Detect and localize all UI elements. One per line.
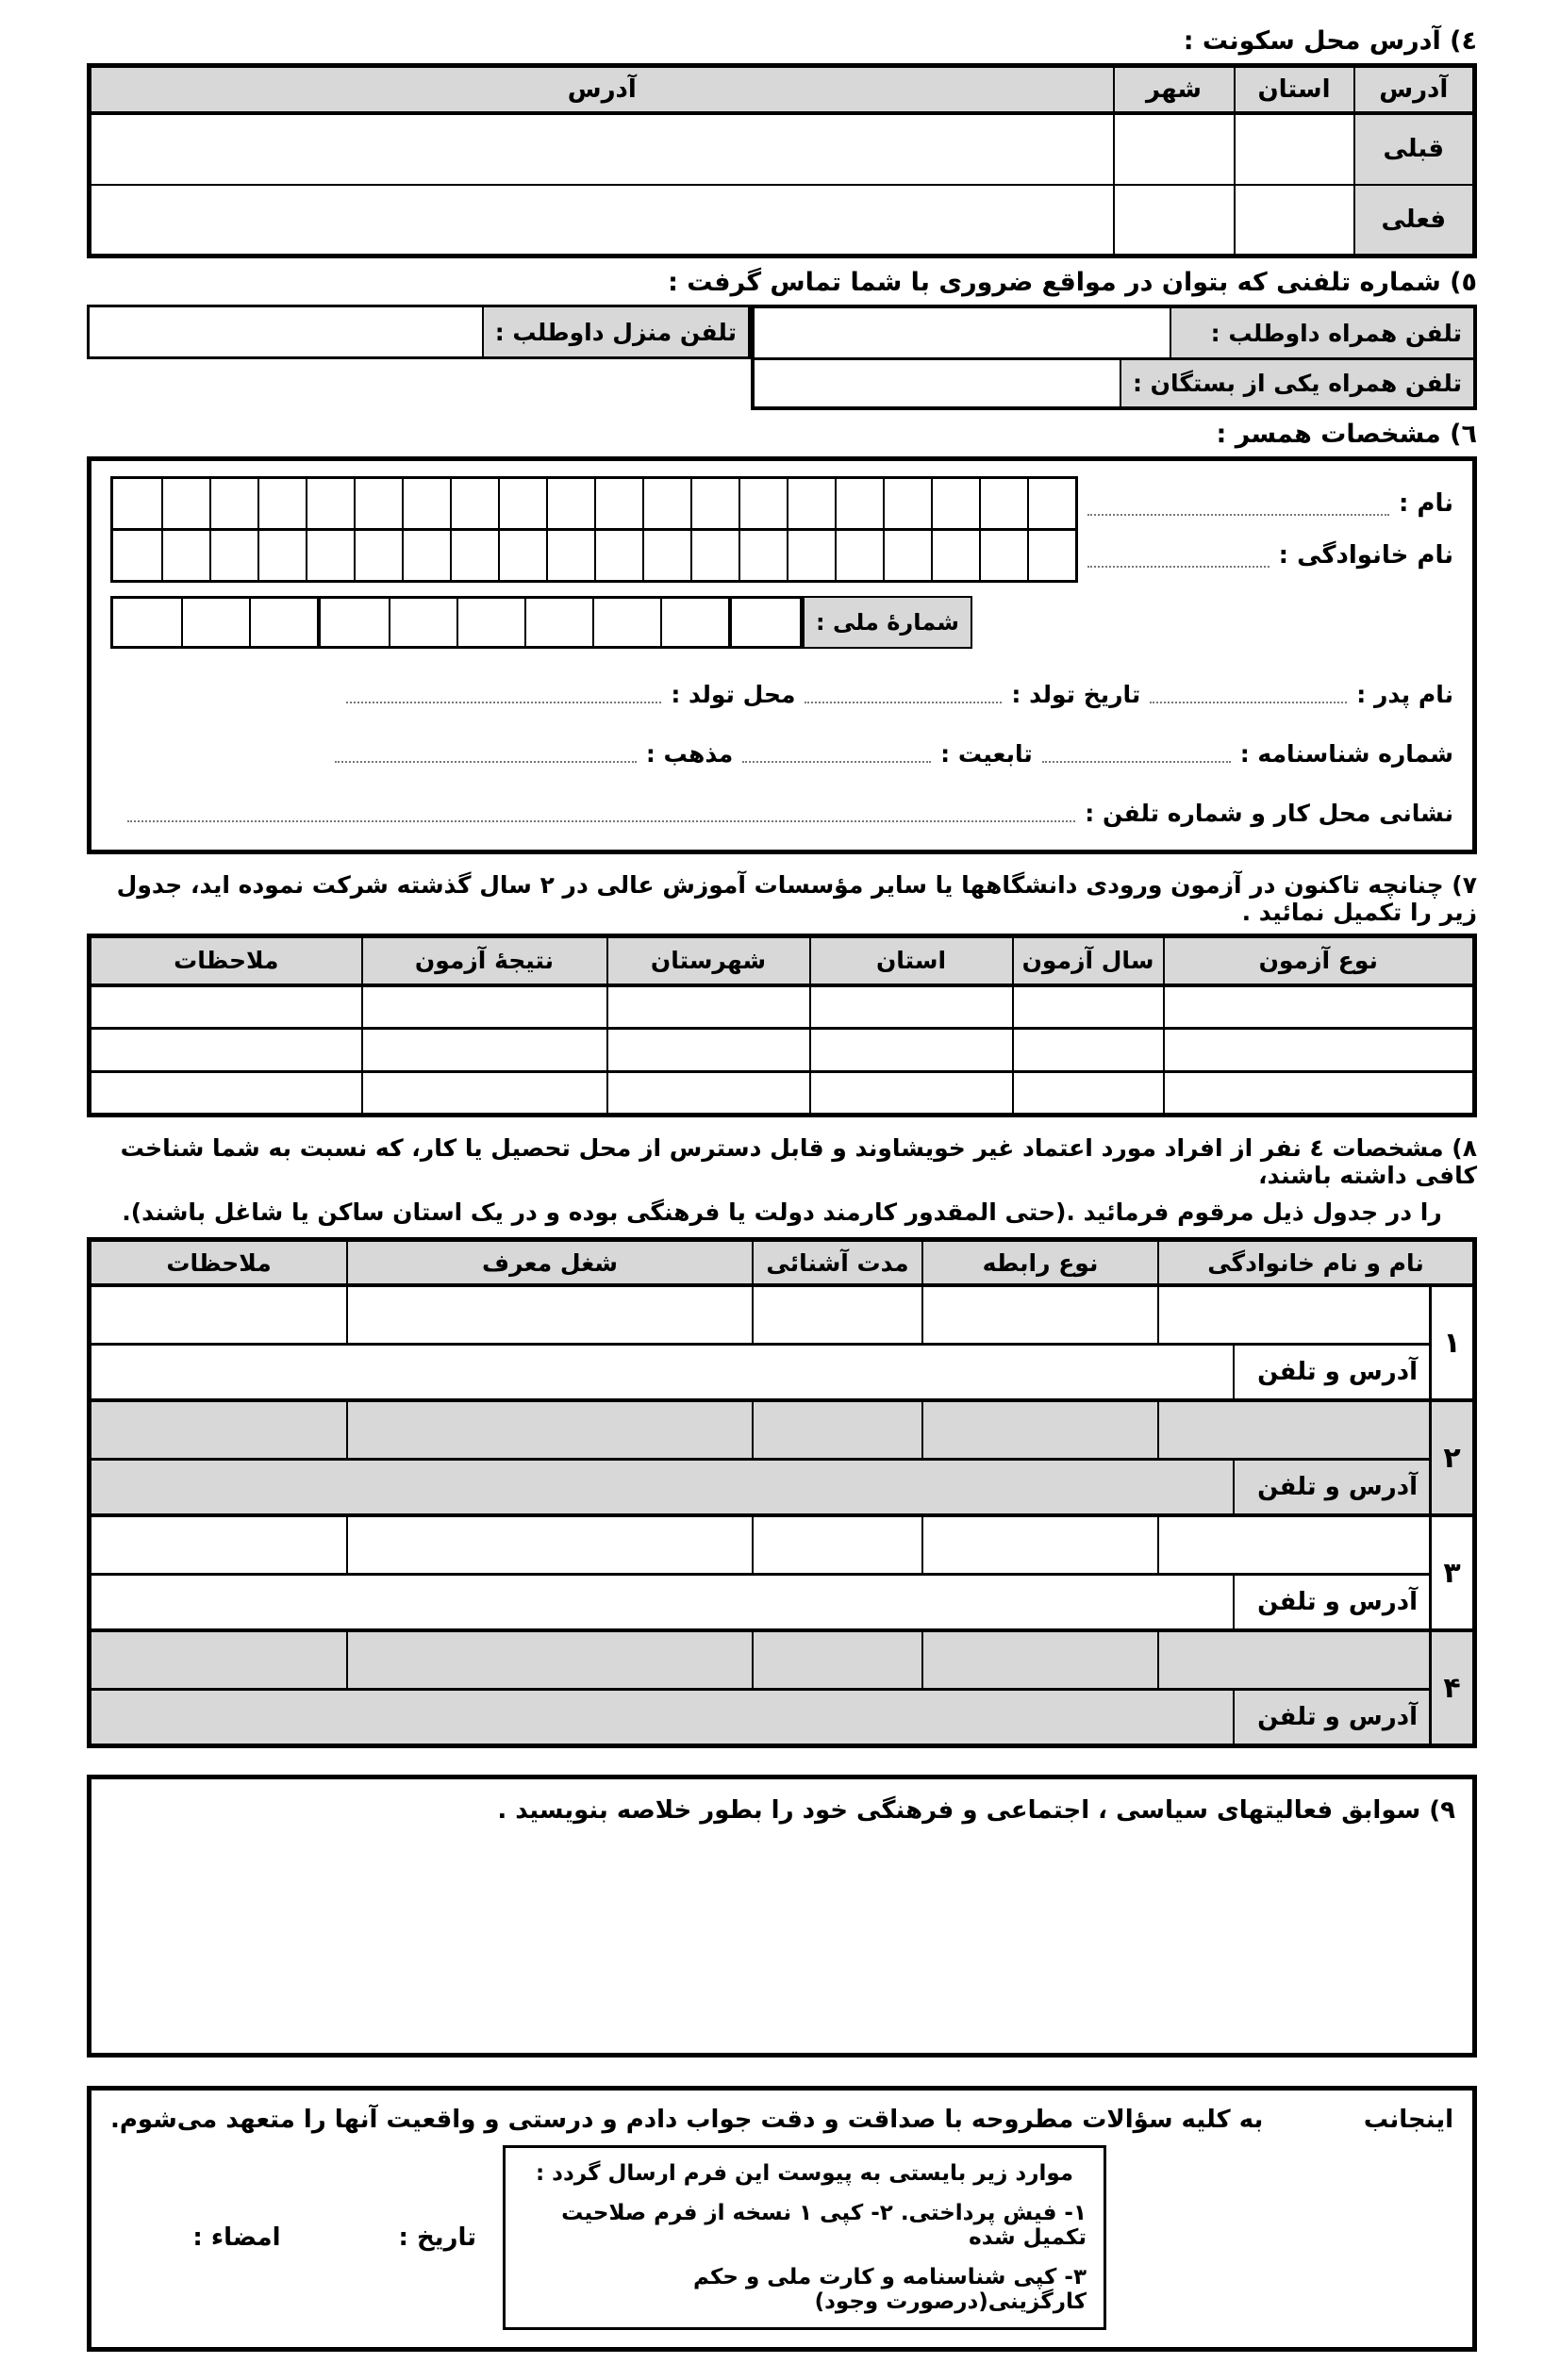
char-cell[interactable]	[450, 479, 498, 528]
reference-row	[91, 1402, 1429, 1461]
char-cell[interactable]	[642, 479, 690, 528]
nationality-field[interactable]	[742, 761, 931, 763]
col-header-relation-type: نوع رابطه	[921, 1242, 1157, 1283]
attachments-line-2: ۳- کپی شناسنامه و کارت ملی و حکم کارگزینی(درصورت وجود)	[693, 2265, 1087, 2314]
section7-title: ٧) چنانچه تاکنون در آزمون ورودی دانشگاهها یا سایر مؤسسات آموزش عالی در ٢ سال گذشته شرکت نموده اید، جدول زیر را تکمیل نمائید .	[116, 871, 1477, 926]
work-address-label: نشانی محل کار و شماره تلفن :	[1085, 800, 1453, 827]
spouse-work-address-row	[110, 800, 1453, 827]
col-header-city: شهر	[1114, 66, 1235, 113]
home-phone-label: تلفن منزل داوطلب :	[482, 307, 748, 356]
birth-date-label: تاریخ تولد :	[1011, 681, 1141, 708]
char-cell[interactable]	[594, 479, 642, 528]
religion-label: مذهب :	[645, 740, 734, 768]
exam-result-field[interactable]	[362, 1029, 607, 1072]
exam-year-field[interactable]	[1013, 985, 1164, 1029]
birth-date-field[interactable]	[805, 702, 1002, 703]
home-phone-field[interactable]	[90, 307, 482, 356]
previous-province-field[interactable]	[1235, 113, 1354, 185]
declaration-bottom-row	[107, 2145, 1457, 2330]
table-row-previous	[90, 113, 1475, 185]
col-header-exam-result: نتیجهٔ آزمون	[362, 936, 607, 985]
exam-province-field[interactable]	[810, 985, 1013, 1029]
attachments-box	[503, 2145, 1106, 2330]
address-row	[91, 1576, 1429, 1628]
char-cell[interactable]	[979, 479, 1027, 528]
acquaintance-duration-field[interactable]	[752, 1517, 921, 1573]
work-address-field[interactable]	[127, 820, 1075, 822]
reference-entry-2	[91, 1402, 1472, 1517]
address-phone-label: آدرس و تلفن	[1233, 1576, 1429, 1628]
col-header-full-name: نام و نام خانوادگی	[1157, 1242, 1472, 1283]
col-header-province: استان	[1235, 66, 1354, 113]
exam-remarks-field[interactable]	[90, 1029, 362, 1072]
exam-province-field[interactable]	[810, 1029, 1013, 1072]
id-number-label: شماره شناسنامه :	[1239, 740, 1453, 768]
declaration-statement: به کلیه سؤالات مطروحه با صداقت و دقت جواب دادم و درستی و واقعیت آنها را متعهد می‌شوم.	[110, 2106, 1264, 2134]
exam-county-field[interactable]	[607, 985, 810, 1029]
col-header-acquaintance-duration: مدت آشنائی	[752, 1242, 921, 1283]
religion-field[interactable]	[335, 761, 637, 763]
exam-county-field[interactable]	[607, 1029, 810, 1072]
char-cell[interactable]	[739, 531, 787, 580]
exam-type-field[interactable]	[1164, 985, 1475, 1029]
char-cell[interactable]	[739, 479, 787, 528]
national-id-grid	[110, 596, 803, 649]
entry-number: ۳	[1429, 1517, 1472, 1628]
current-city-field[interactable]	[1114, 185, 1235, 256]
exam-history-table	[87, 934, 1477, 1117]
char-cell[interactable]	[546, 531, 594, 580]
col-header-remarks: ملاحظات	[90, 936, 362, 985]
mobile-phone-row	[755, 308, 1473, 357]
phone-section	[87, 305, 1477, 410]
id-number-field[interactable]	[1042, 761, 1231, 763]
address-phone-label: آدرس و تلفن	[1233, 1691, 1429, 1744]
remarks-field[interactable]	[91, 1287, 346, 1343]
acquaintance-duration-field[interactable]	[752, 1632, 921, 1688]
section9-title: ٩) سوابق فعالیتهای سیاسی ، اجتماعی و فرهنگی خود را بطور خلاصه بنویسید .	[497, 1796, 1455, 1825]
exam-result-field[interactable]	[362, 1072, 607, 1116]
char-cell[interactable]	[498, 531, 546, 580]
address-row	[91, 1461, 1429, 1513]
table-header-row	[90, 66, 1475, 113]
id-digit-group	[113, 599, 321, 646]
digit-cell[interactable]	[321, 599, 389, 646]
address-phone-field[interactable]	[91, 1691, 1233, 1744]
char-cell[interactable]	[354, 531, 402, 580]
declaration-box	[87, 2086, 1477, 2352]
section5-title: ٥) شماره تلفنی که بتوان در مواقع ضروری با شما تماس گرفت :	[668, 268, 1477, 297]
char-cell[interactable]	[787, 479, 835, 528]
national-id-row	[110, 596, 1453, 649]
relative-phone-row	[755, 357, 1473, 406]
char-cell[interactable]	[546, 479, 594, 528]
char-cell[interactable]	[979, 531, 1027, 580]
father-name-field[interactable]	[1150, 702, 1347, 703]
char-cell[interactable]	[113, 479, 161, 528]
char-cell[interactable]	[257, 479, 306, 528]
digit-cell[interactable]	[249, 599, 317, 646]
address-phone-field[interactable]	[91, 1461, 1233, 1513]
first-name-label: نام :	[1398, 489, 1453, 518]
reference-entry-3	[91, 1517, 1472, 1632]
char-cell[interactable]	[209, 531, 257, 580]
digit-cell[interactable]	[592, 599, 660, 646]
exam-table-row	[90, 985, 1475, 1029]
home-phone-row	[87, 305, 751, 359]
char-cell[interactable]	[1027, 531, 1075, 580]
last-name-dotted-line[interactable]	[1087, 566, 1270, 568]
col-header-address: آدرس	[90, 66, 1114, 113]
char-cell[interactable]	[931, 479, 979, 528]
mobile-phone-label: تلفن همراه داوطلب :	[1170, 308, 1473, 357]
exam-year-field[interactable]	[1013, 1029, 1164, 1072]
reference-row	[91, 1287, 1429, 1346]
references-table	[87, 1237, 1477, 1748]
address-phone-field[interactable]	[91, 1576, 1233, 1628]
id-digit-group	[321, 599, 732, 646]
reference-entry-4	[91, 1632, 1472, 1744]
residence-address-table	[87, 63, 1477, 258]
section8-title-line2: را در جدول ذیل مرقوم فرمائید .(حتی المقدور کارمند دولت یا فرهنگی بوده و در یک استان ساکن یا شاغل باشند).	[122, 1198, 1442, 1226]
last-name-label: نام خانوادگی :	[1278, 541, 1453, 570]
remarks-field[interactable]	[91, 1632, 346, 1688]
spouse-details-box	[87, 456, 1477, 854]
previous-address-field[interactable]	[90, 113, 1114, 185]
digit-cell[interactable]	[524, 599, 592, 646]
col-header-county: شهرستان	[607, 936, 810, 985]
id-digit-group	[732, 599, 800, 646]
spouse-birth-row	[110, 681, 1453, 708]
entry-number: ۱	[1429, 1287, 1472, 1398]
char-cell[interactable]	[835, 531, 883, 580]
phone-main-table	[751, 305, 1477, 410]
relative-phone-field[interactable]	[755, 360, 1120, 406]
row-label-previous: قبلی	[1354, 113, 1475, 185]
spouse-first-name-row	[110, 476, 1453, 531]
attachments-title: موارد زیر بایستی به پیوست این فرم ارسال گردد :	[535, 2161, 1074, 2186]
col-header-remarks: ملاحظات	[166, 1248, 272, 1277]
digit-cell[interactable]	[660, 599, 728, 646]
digit-cell[interactable]	[456, 599, 524, 646]
birth-place-field[interactable]	[346, 702, 661, 703]
nationality-label: تابعیت :	[940, 740, 1033, 768]
first-name-char-grid	[110, 476, 1078, 531]
digit-cell[interactable]	[113, 599, 181, 646]
char-cell[interactable]	[883, 531, 931, 580]
section6-title: ٦) مشخصات همسر :	[1216, 420, 1477, 449]
referee-job-field[interactable]	[346, 1517, 752, 1573]
father-name-label: نام پدر :	[1356, 681, 1453, 708]
digit-cell[interactable]	[389, 599, 456, 646]
address-phone-field[interactable]	[91, 1346, 1233, 1398]
char-cell[interactable]	[257, 531, 306, 580]
exam-result-field[interactable]	[362, 985, 607, 1029]
referee-job-field[interactable]	[346, 1632, 752, 1688]
referee-job-field[interactable]	[346, 1287, 752, 1343]
char-cell[interactable]	[113, 531, 161, 580]
char-cell[interactable]	[402, 479, 450, 528]
remarks-field[interactable]	[91, 1517, 346, 1573]
acquaintance-duration-field[interactable]	[752, 1287, 921, 1343]
char-cell[interactable]	[931, 531, 979, 580]
declarant-label: اینجانب	[1363, 2106, 1453, 2134]
full-name-field[interactable]	[1157, 1517, 1429, 1573]
exam-type-field[interactable]	[1164, 1072, 1475, 1116]
col-header-referee-job: شغل معرف	[346, 1242, 752, 1283]
relation-type-field[interactable]	[921, 1287, 1157, 1343]
reference-row	[91, 1517, 1429, 1576]
spouse-last-name-row	[110, 528, 1453, 583]
digit-cell[interactable]	[181, 599, 249, 646]
current-province-field[interactable]	[1235, 185, 1354, 256]
row-label-current: فعلی	[1354, 185, 1475, 256]
col-header-province: استان	[810, 936, 1013, 985]
entry-number: ۲	[1429, 1402, 1472, 1513]
address-phone-label: آدرس و تلفن	[1233, 1461, 1429, 1513]
relation-type-field[interactable]	[921, 1402, 1157, 1458]
table-row-current	[90, 185, 1475, 256]
birth-place-label: محل تولد :	[671, 681, 796, 708]
char-cell[interactable]	[883, 479, 931, 528]
references-header-row	[91, 1242, 1472, 1287]
char-cell[interactable]	[306, 531, 354, 580]
full-name-field[interactable]	[1157, 1402, 1429, 1458]
signature-label: امضاء :	[192, 2223, 281, 2252]
full-name-field[interactable]	[1157, 1632, 1429, 1688]
corner-header-address: آدرس	[1354, 66, 1475, 113]
exam-province-field[interactable]	[810, 1072, 1013, 1116]
previous-city-field[interactable]	[1114, 113, 1235, 185]
char-cell[interactable]	[1027, 479, 1075, 528]
mobile-phone-field[interactable]	[755, 308, 1170, 357]
activities-summary-box[interactable]	[87, 1775, 1477, 2058]
exam-table-row	[90, 1072, 1475, 1116]
current-address-field[interactable]	[90, 185, 1114, 256]
relation-type-field[interactable]	[921, 1632, 1157, 1688]
exam-table-header-row	[90, 936, 1475, 985]
attachments-line-1: ۱- فیش پرداختی. ۲- کپی ۱ نسخه از فرم صلاحیت تکمیل شده	[561, 2201, 1087, 2250]
section8-title-line1: ٨) مشخصات ٤ نفر از افراد مورد اعتماد غیر خویشاوند و قابل دسترس از محل تحصیل یا کار، که نسبت به شما شناخت کافی داشته باشند،	[120, 1134, 1477, 1189]
spouse-identity-row	[110, 740, 1453, 768]
char-cell[interactable]	[642, 531, 690, 580]
first-name-dotted-line[interactable]	[1087, 514, 1389, 516]
address-phone-label: آدرس و تلفن	[1233, 1346, 1429, 1398]
char-cell[interactable]	[306, 479, 354, 528]
remarks-field[interactable]	[91, 1402, 346, 1458]
char-cell[interactable]	[690, 479, 739, 528]
exam-year-field[interactable]	[1013, 1072, 1164, 1116]
exam-county-field[interactable]	[607, 1072, 810, 1116]
char-cell[interactable]	[161, 531, 209, 580]
date-label: تاریخ :	[398, 2223, 476, 2252]
col-header-exam-type: نوع آزمون	[1164, 936, 1475, 985]
exam-remarks-field[interactable]	[90, 985, 362, 1029]
relation-type-field[interactable]	[921, 1517, 1157, 1573]
acquaintance-duration-field[interactable]	[752, 1402, 921, 1458]
relative-phone-label: تلفن همراه یکی از بستگان :	[1120, 360, 1473, 406]
reference-entry-1	[91, 1287, 1472, 1402]
exam-table-row	[90, 1029, 1475, 1072]
char-cell[interactable]	[690, 531, 739, 580]
exam-remarks-field[interactable]	[90, 1072, 362, 1116]
char-cell[interactable]	[594, 531, 642, 580]
char-cell[interactable]	[450, 531, 498, 580]
national-id-label: شمارهٔ ملی :	[803, 596, 972, 649]
last-name-char-grid	[110, 528, 1078, 583]
char-cell[interactable]	[402, 531, 450, 580]
entry-number: ۴	[1429, 1632, 1472, 1744]
char-cell[interactable]	[787, 531, 835, 580]
address-row	[91, 1691, 1429, 1744]
char-cell[interactable]	[209, 479, 257, 528]
referee-job-field[interactable]	[346, 1402, 752, 1458]
char-cell[interactable]	[835, 479, 883, 528]
reference-row	[91, 1632, 1429, 1691]
full-name-field[interactable]	[1157, 1287, 1429, 1343]
char-cell[interactable]	[354, 479, 402, 528]
char-cell[interactable]	[161, 479, 209, 528]
digit-cell[interactable]	[732, 599, 800, 646]
exam-type-field[interactable]	[1164, 1029, 1475, 1072]
section4-title: ٤) آدرس محل سکونت :	[1183, 26, 1477, 56]
col-header-exam-year: سال آزمون	[1013, 936, 1164, 985]
char-cell[interactable]	[498, 479, 546, 528]
declaration-line	[107, 2104, 1457, 2134]
address-row	[91, 1346, 1429, 1398]
